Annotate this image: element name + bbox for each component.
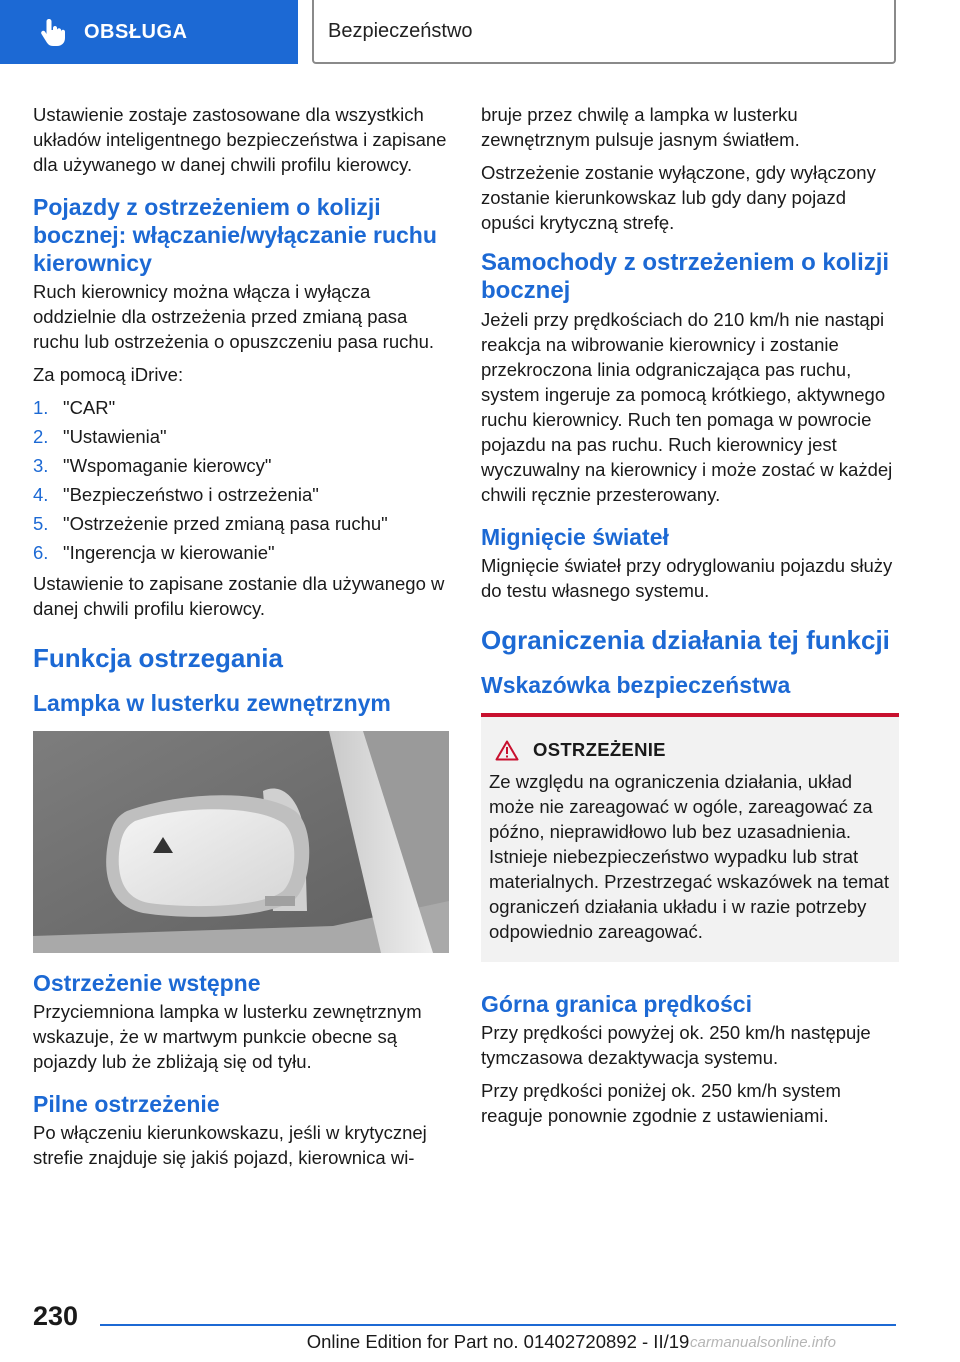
footer-divider [100, 1324, 896, 1326]
hand-pointer-icon [40, 17, 66, 47]
heading-speed-limit: Górna granica prędkości [481, 991, 752, 1017]
idrive-paragraph: Za pomocą iDrive: [33, 364, 184, 385]
warning-title-label: OSTRZEŻENIE [533, 739, 666, 760]
list-item [33, 453, 451, 478]
heading-mirror-lamp: Lampka w lusterku zewnętrznym [33, 690, 391, 716]
step-number: 3. [33, 455, 49, 476]
header-section [312, 0, 896, 64]
heading-pre-warning: Ostrzeżenie wstępne [33, 970, 261, 996]
side-mirror-illustration [33, 731, 449, 953]
side-collision-paragraph: Jeżeli przy prędkościach do 210 km/h nie nastąpi reakcja na wibrowanie kierownicy i zostanie przekroczona linia odgraniczająca pas ruchu, system ingeruje za pomocą krótkiego, aktywnego ruchu kierownicy. Ruch ten pomaga w powrocie pojazdu na pas ruchu. Ruch kierownicy jest wyczuwalny na kierownicy i może zostać w każdej chwili ręcznie przesterowany. [481, 309, 893, 505]
warning-triangle-icon [495, 740, 519, 761]
list-item [33, 424, 451, 449]
list-item [33, 482, 451, 507]
step-text: "Ingerencja w kierowanie" [63, 542, 275, 563]
step-text: "CAR" [63, 397, 116, 418]
steering-paragraph: Ruch kierownicy można włącza i wyłącza oddzielnie dla ostrzeżenia przed zmianą pasa ruchu lub ostrzeżenia o opuszczeniu pasa ruchu. [33, 281, 435, 352]
list-item [33, 540, 451, 565]
speed-limit-paragraph-1: Przy prędkości powyżej ok. 250 km/h następuje tymczasowa dezaktywacja systemu. [481, 1022, 871, 1068]
step-number: 1. [33, 397, 49, 418]
heading-steering-movement: Pojazdy z ostrzeżeniem o kolizji bocznej: włączanie/wyłączanie ruchu kierownicy [33, 194, 437, 276]
step-text: "Ostrzeżenie przed zmianą pasa ruchu" [63, 513, 388, 534]
list-item [33, 395, 451, 420]
heading-warning-function: Funkcja ostrzegania [33, 643, 283, 673]
warning-title [489, 739, 889, 761]
pre-warning-paragraph: Przyciemniona lampka w lusterku zewnętrznym wskazuje, że w martwym punkcie obecne są pojazdy lub że zbliżają się od tyłu. [33, 1001, 422, 1072]
intro-paragraph: Ustawienie zostaje zastosowane dla wszystkich układów inteligentnego bezpieczeństwa i zapisane dla używanego w danej chwili profilu kierowcy. [33, 104, 447, 175]
saved-paragraph: Ustawienie to zapisane zostanie dla używanego w danej chwili profilu kierowcy. [33, 573, 445, 619]
heading-safety-note: Wskazówka bezpieczeństwa [481, 672, 791, 698]
header-tab-label: OBSŁUGA [84, 20, 188, 43]
idrive-steps-list [33, 395, 451, 565]
warning-text: Ze względu na ograniczenia działania, układ może nie zareagować w ogóle, zareagować za późno, nieprawidłowo lub bez uzasadnienia. Istnieje niebezpieczeństwo wypadku lub strat materialnych. Przestrzegać wskazówek na temat ograniczeń działania układu i w razie potrzeby odpowiednio zareagować. [489, 771, 889, 942]
step-text: "Wspomaganie kierowcy" [63, 455, 272, 476]
watermark: carmanualsonline.info [690, 1334, 836, 1351]
list-item [33, 511, 451, 536]
heading-function-limits: Ograniczenia działania tej funkcji [481, 625, 890, 655]
step-text: "Bezpieczeństwo i ostrzeżenia" [63, 484, 319, 505]
continuation-paragraph: bruje przez chwilę a lampka w lusterku zewnętrznym pulsuje jasnym światłem. [481, 104, 800, 150]
heading-light-flash: Mignięcie świateł [481, 524, 669, 550]
step-number: 2. [33, 426, 49, 447]
step-number: 6. [33, 542, 49, 563]
right-column [481, 102, 899, 1136]
page-number: 230 [33, 1301, 79, 1331]
warning-off-paragraph: Ostrzeżenie zostanie wyłączone, gdy wyłączony zostanie kierunkowskaz lub gdy dany pojazd opuści krytyczną strefę. [481, 162, 876, 233]
heading-urgent-warning: Pilne ostrzeżenie [33, 1091, 220, 1117]
speed-limit-paragraph-2: Przy prędkości poniżej ok. 250 km/h system reaguje ponownie zgodnie z ustawieniami. [481, 1080, 841, 1126]
warning-box [481, 713, 899, 962]
heading-side-collision: Samochody z ostrzeżeniem o kolizji bocznej [481, 249, 890, 304]
step-number: 4. [33, 484, 49, 505]
footer-edition: Online Edition for Part no. 01402720892 - II/19 [306, 1331, 690, 1352]
urgent-warning-paragraph: Po włączeniu kierunkowskazu, jeśli w krytycznej strefie znajduje się jakiś pojazd, kierownica wi- [33, 1122, 427, 1168]
step-text: "Ustawienia" [63, 426, 167, 447]
light-flash-paragraph: Mignięcie świateł przy odryglowaniu pojazdu służy do testu własnego systemu. [481, 555, 893, 601]
header-tab-operation [0, 0, 298, 64]
left-column [33, 102, 451, 1178]
header-section-label: Bezpieczeństwo [328, 19, 473, 42]
step-number: 5. [33, 513, 49, 534]
